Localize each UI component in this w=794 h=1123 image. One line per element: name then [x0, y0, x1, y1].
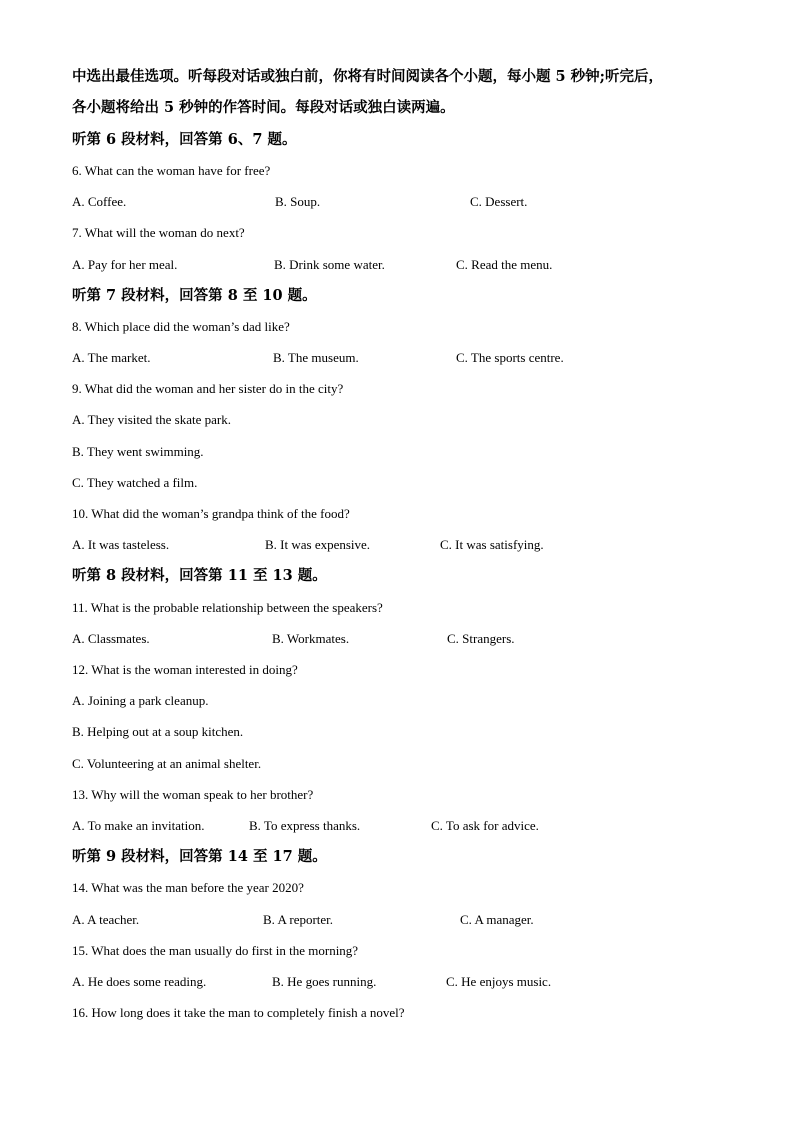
q14-option-c: C. A manager.	[460, 912, 534, 927]
q7-option-c: C. Read the menu.	[456, 257, 553, 272]
q8-option-c: C. The sports centre.	[456, 350, 564, 365]
q15-option-b: B. He goes running.	[272, 974, 377, 989]
q6-option-c: C. Dessert.	[470, 194, 528, 209]
q10-option-a: A. It was tasteless.	[72, 537, 170, 552]
q12-option-b: B. Helping out at a soup kitchen.	[72, 724, 244, 739]
question-7: 7. What will the woman do next?	[72, 225, 245, 240]
q10-option-c: C. It was satisfying.	[440, 537, 544, 552]
q7-option-b: B. Drink some water.	[274, 257, 385, 272]
q11-option-a: A. Classmates.	[72, 631, 150, 646]
q11-option-c: C. Strangers.	[447, 631, 515, 646]
section-heading-6: 听第 6 段材料，回答第 6、7 题。	[72, 131, 297, 148]
question-11: 11. What is the probable relationship between the speakers?	[72, 600, 383, 615]
q9-option-b: B. They went swimming.	[72, 444, 204, 459]
instruction-line-2: 各小题将给出 5 秒钟的作答时间。每段对话或独白读两遍。	[72, 99, 455, 116]
section-heading-9: 听第 9 段材料，回答第 14 至 17 题。	[72, 848, 327, 865]
question-12: 12. What is the woman interested in doing?	[72, 662, 298, 677]
q12-option-c: C. Volunteering at an animal shelter.	[72, 756, 262, 771]
q12-option-a: A. Joining a park cleanup.	[72, 693, 209, 708]
question-8: 8. Which place did the woman’s dad like?	[72, 319, 290, 334]
q10-option-b: B. It was expensive.	[265, 537, 371, 552]
q14-option-b: B. A reporter.	[263, 912, 334, 927]
question-13: 13. Why will the woman speak to her brother?	[72, 787, 314, 802]
section-heading-7: 听第 7 段材料，回答第 8 至 10 题。	[72, 287, 317, 304]
q8-option-a: A. The market.	[72, 350, 151, 365]
q6-option-b: B. Soup.	[275, 194, 321, 209]
q15-option-a: A. He does some reading.	[72, 974, 207, 989]
question-14: 14. What was the man before the year 2020?	[72, 880, 304, 895]
question-16: 16. How long does it take the man to completely finish a novel?	[72, 1005, 405, 1020]
section-heading-8: 听第 8 段材料，回答第 11 至 13 题。	[72, 567, 327, 584]
q9-option-a: A. They visited the skate park.	[72, 412, 231, 427]
q15-option-c: C. He enjoys music.	[446, 974, 552, 989]
question-10: 10. What did the woman’s grandpa think of the food?	[72, 506, 350, 521]
question-9: 9. What did the woman and her sister do in the city?	[72, 381, 344, 396]
q13-option-a: A. To make an invitation.	[72, 818, 205, 833]
question-15: 15. What does the man usually do first in the morning?	[72, 943, 359, 958]
q6-option-a: A. Coffee.	[72, 194, 127, 209]
question-6: 6. What can the woman have for free?	[72, 163, 271, 178]
q7-option-a: A. Pay for her meal.	[72, 257, 178, 272]
q8-option-b: B. The museum.	[273, 350, 359, 365]
q9-option-c: C. They watched a film.	[72, 475, 198, 490]
q13-option-c: C. To ask for advice.	[431, 818, 539, 833]
instruction-line-1: 中选出最佳选项。听每段对话或独白前，你将有时间阅读各个小题，每小题 5 秒钟;听完后，	[72, 68, 664, 85]
q11-option-b: B. Workmates.	[272, 631, 350, 646]
q13-option-b: B. To express thanks.	[249, 818, 361, 833]
q14-option-a: A. A teacher.	[72, 912, 140, 927]
